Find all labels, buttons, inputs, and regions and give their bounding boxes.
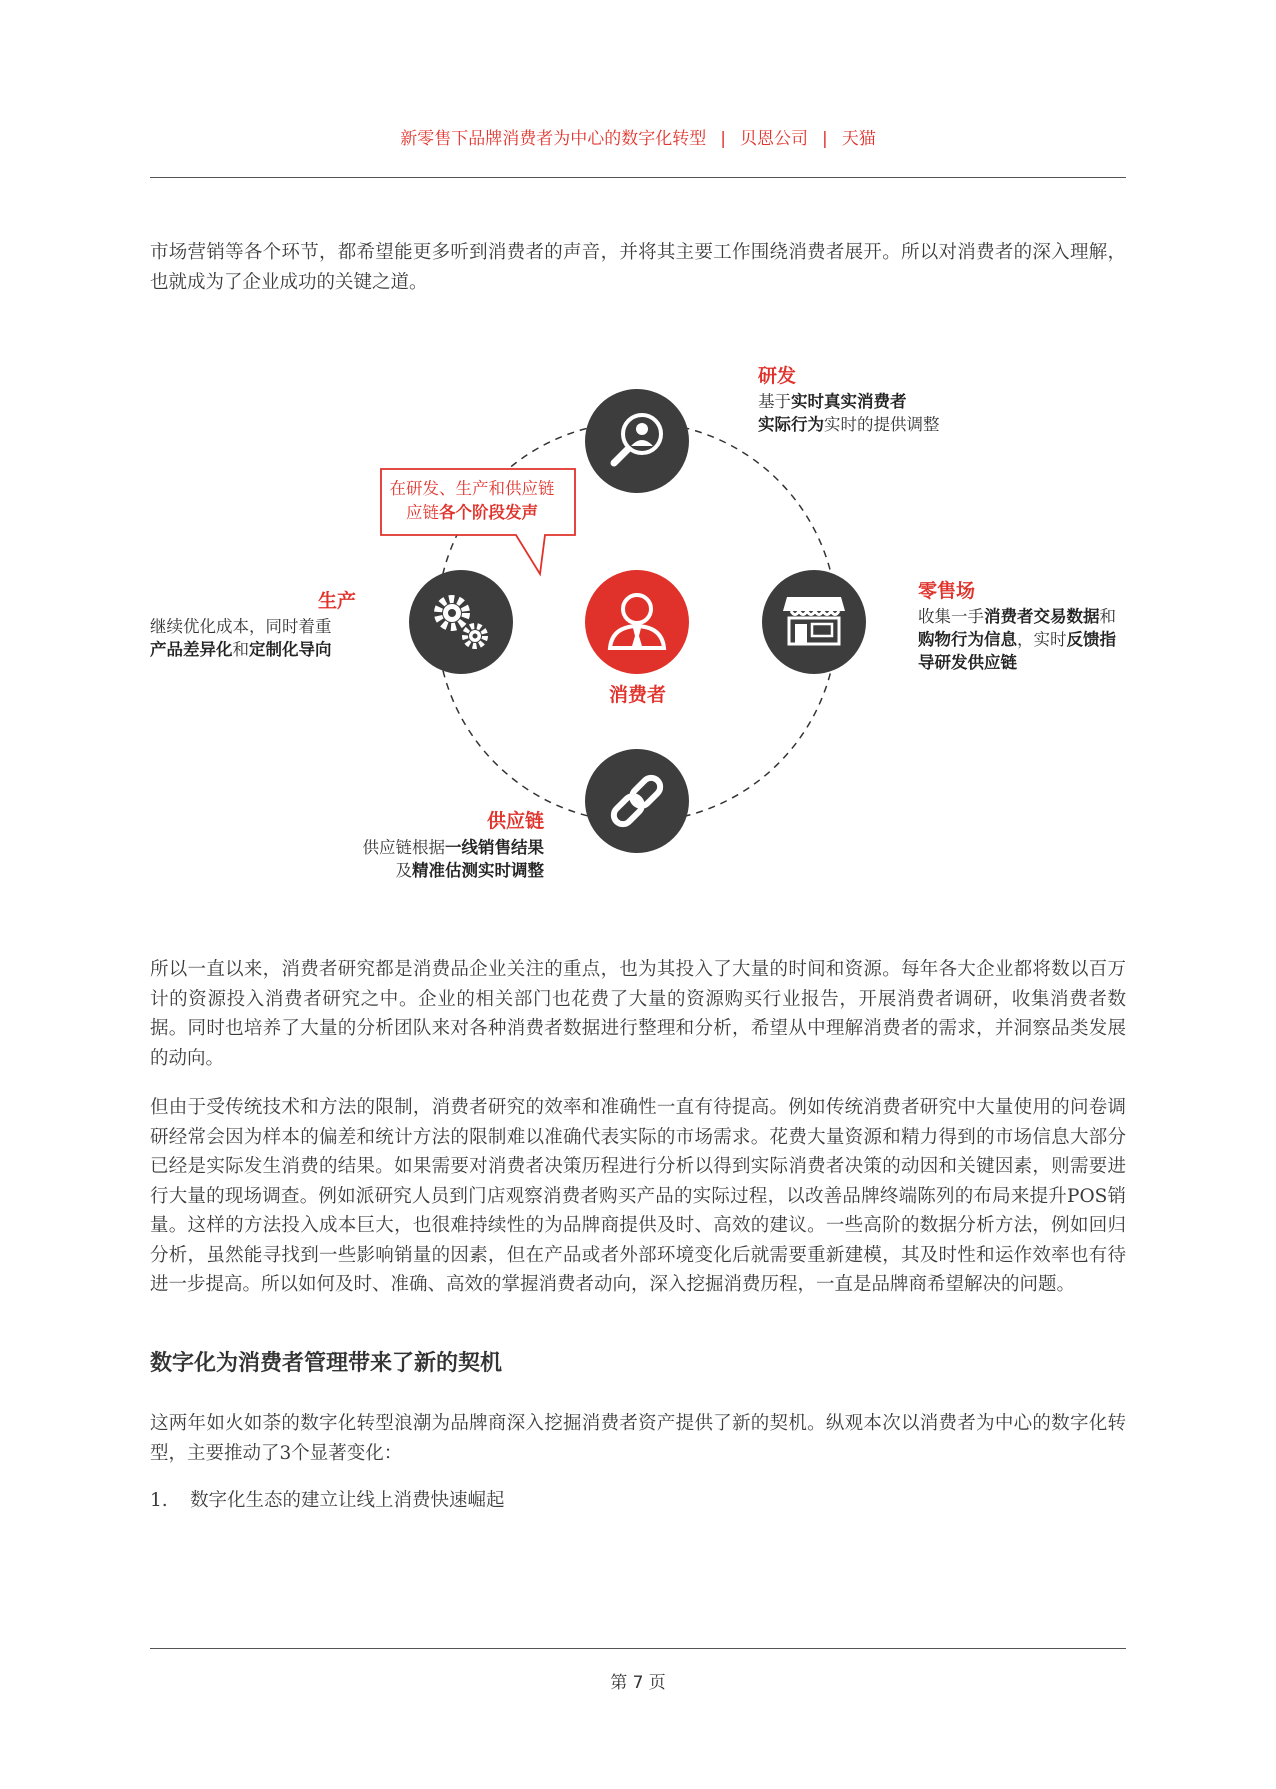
header-company: 贝恩公司 — [740, 129, 808, 149]
production-text: 和 — [232, 640, 249, 659]
list-text: 数字化生态的建立让线上消费快速崛起 — [190, 1490, 505, 1511]
section-paragraph: 这两年如火如荼的数字化转型浪潮为品牌商深入挖掘消费者资产提供了新的契机。纵观本次以消费者为中心的数字化转型，主要推动了3个显著变化： — [150, 1413, 1126, 1464]
header-partner: 天猫 — [841, 129, 876, 149]
research-bold: 实际行为 — [758, 415, 824, 434]
callout-line-1: 在研发、生产和供应链 — [389, 479, 555, 498]
supply-text: 及 — [395, 861, 412, 880]
page-number: 第 7 页 — [610, 1673, 666, 1693]
retail-description — [918, 605, 1138, 674]
supply-title: 供应链 — [486, 810, 544, 832]
header-separator: | — [720, 129, 726, 149]
list-number: 1. — [150, 1490, 168, 1511]
retail-title: 零售场 — [918, 580, 976, 602]
body-paragraph-2: 但由于受传统技术和方法的限制，消费者研究的效率和准确性一直有待提高。例如传统消费者研究中大量使用的问卷调研经常会因为样本的偏差和统计方法的限制难以准确代表实际的市场需求。花费大量资源和精力得到的市场信息大部分已经是实际发生消费的结果。如果需要对消费者决策历程进行分析以得到实际消费者决策的动因和关键因素，则需要进行大量的现场调查。例如派研究人员到门店观察消费者购买产品的实际过程，以改善品牌终端陈列的布局来提升POS销量。这样的方法投入成本巨大，也很难持续性的为品牌商提供及时、高效的建议。一些高阶的数据分析方法，例如回归分析，虽然能寻找到一些影响销量的因素，但在产品或者外部环境变化后就需要重新建模，其及时性和运作效率也有待进一步提高。所以如何及时、准确、高效的掌握消费者动向，深入挖掘消费历程，一直是品牌商希望解决的问题。 — [150, 1097, 1126, 1295]
section-heading: 数字化为消费者管理带来了新的契机 — [150, 1351, 503, 1376]
consumer-node — [585, 570, 689, 674]
retail-bold: 消费者交易数据 — [984, 607, 1100, 626]
retail-bold: 反馈指 — [1066, 630, 1116, 649]
header-separator: | — [822, 129, 828, 149]
research-node — [585, 389, 689, 493]
retail-text: 收集一手 — [918, 607, 984, 626]
production-bold: 定制化导向 — [249, 640, 332, 659]
callout-bold: 各个阶段发声 — [439, 503, 538, 522]
research-description — [758, 390, 1018, 436]
research-text: 基于 — [758, 392, 791, 411]
footer-rule — [150, 1648, 1126, 1649]
body-paragraph-1: 所以一直以来，消费者研究都是消费品企业关注的重点，也为其投入了大量的时间和资源。每年各大企业都将数以百万计的资源投入消费者研究之中。企业的相关部门也花费了大量的资源购买行业报告，开展消费者调研，收集消费者数据。同时也培养了大量的分析团队来对各种消费者数据进行整理和分析，希望从中理解消费者的需求，并洞察品类发展的动向。 — [150, 959, 1126, 1069]
supply-text: 供应链根据 — [362, 838, 445, 857]
intro-paragraph: 市场营销等各个环节，都希望能更多听到消费者的声音，并将其主要工作围绕消费者展开。所以对消费者的深入理解，也就成为了企业成功的关键之道。 — [150, 242, 1126, 293]
retail-text: ，实时 — [1017, 630, 1067, 649]
retail-node — [762, 570, 866, 674]
retail-text: 和 — [1099, 607, 1116, 626]
supply-node — [585, 749, 689, 853]
supply-description — [330, 836, 544, 882]
production-description — [150, 615, 360, 661]
production-bold: 产品差异化 — [150, 640, 233, 659]
consumer-label: 消费者 — [608, 684, 666, 706]
production-node — [409, 570, 513, 674]
header-title: 新零售下品牌消费者为中心的数字化转型 — [400, 129, 707, 149]
research-text: 实时的提供调整 — [824, 415, 940, 434]
list-item — [150, 1486, 505, 1516]
production-title: 生产 — [317, 590, 356, 612]
production-text: 继续优化成本，同时着重 — [150, 617, 332, 636]
retail-bold: 导研发供应链 — [918, 653, 1017, 672]
research-title: 研发 — [758, 365, 797, 387]
callout-text: 在研发、生产和供应链 应链各个阶段发声 — [389, 479, 555, 522]
retail-bold: 购物行为信息 — [918, 630, 1017, 649]
research-bold: 实时真实消费者 — [791, 392, 907, 411]
supply-bold: 精准估测实时调整 — [412, 861, 544, 880]
supply-bold: 一线销售结果 — [445, 838, 544, 857]
